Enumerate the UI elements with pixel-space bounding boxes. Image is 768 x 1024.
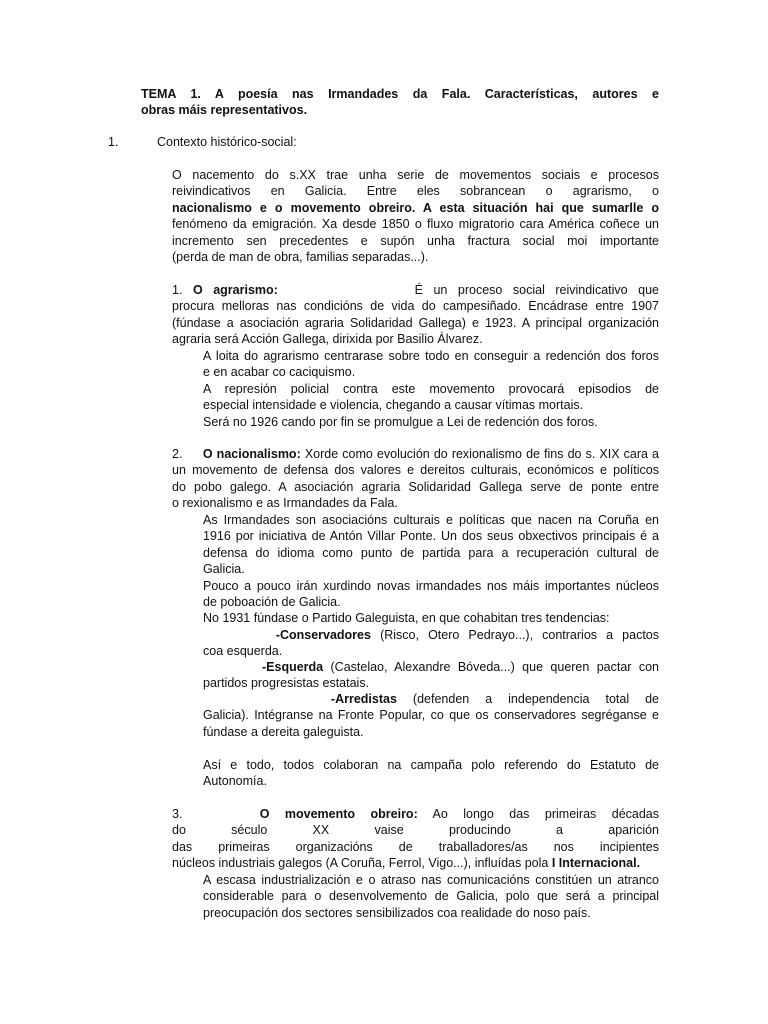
nacionalismo-number: 2.	[172, 447, 183, 461]
obreiro-line-1: 3. O movemento obreiro: Ao longo das primeiras décadas	[172, 807, 659, 821]
nacionalismo-indent-line: 1916 por iniciativa de Antón Villar Ponte. Un dos seus obxectivos principais é a	[203, 529, 659, 544]
agrarismo-indent-line: A represión policial contra este movemento provocará episodios de	[203, 381, 659, 396]
tendency-arredistas	[203, 691, 659, 740]
nacionalismo-line-1: 2. O nacionalismo: Xorde como evolución do rexionalismo de fins do s. XIX cara a	[172, 447, 659, 461]
agrarismo-heading: O agrarismo:	[192, 283, 278, 297]
nacionalismo-closing	[203, 757, 659, 790]
agrarismo-number: 1.	[172, 283, 183, 297]
tendency-line: -Conservadores (Risco, Otero Pedrayo...), contrarios a pactos	[275, 628, 659, 642]
tendency-line: -Esquerda (Castelao, Alexandre Bóveda...) que queren pactar con	[262, 660, 659, 674]
obreiro-heading: O movemento obreiro:	[259, 807, 418, 821]
closing-line: Así e todo, todos colaboran na campaña polo referendo do Estatuto de	[203, 758, 659, 772]
nacionalismo-indent-line: As Irmandades son asociacións culturais e políticas que nacen na Coruña en	[203, 513, 659, 527]
obreiro-indent-line: considerable para o desenvolvemento de Galicia, polo que será a principal	[203, 889, 659, 904]
intro-line: O nacemento do s.XX trae unha serie de movementos sociais e procesos	[172, 168, 659, 182]
nacionalismo-indent-line: de poboación de Galicia.	[203, 595, 341, 610]
obreiro-section	[172, 806, 659, 872]
section-number: 1.	[108, 135, 119, 149]
intro-line: reivindicativos en Galicia. Entre eles sobrancean o agrarismo, o	[172, 184, 659, 199]
nacionalismo-indented	[203, 512, 659, 627]
agrarismo-indent-line: especial intensidade e violencia, chegando a causar vítimas mortais.	[203, 398, 584, 413]
intro-line: nacionalismo e o movemento obreiro. A esta situación hai que sumarlle o	[172, 200, 659, 215]
nacionalismo-indent-line: Pouco a pouco irán xurdindo novas irmandades nos máis importantes núcleos	[203, 578, 659, 593]
obreiro-line: núcleos industriais galegos (A Coruña, Ferrol, Vigo...), influídas pola I Internacional.	[172, 856, 641, 871]
tendency-line: fúndase a dereita galeguista.	[203, 724, 364, 739]
agrarismo-line: (fúndase a asociación agraria Solidaridad Gallega) e 1923. A principal organización	[172, 315, 659, 330]
title-line-1: TEMA 1. A poesía nas Irmandades da Fala. Características, autores e	[141, 87, 659, 101]
obreiro-line: das primeiras organizacións de traballadores/as nos incipientes	[172, 839, 659, 854]
tendency-line: partidos progresistas estatais.	[203, 676, 370, 691]
agrarismo-section	[172, 282, 659, 348]
obreiro-indent-line: A escasa industrialización e o atraso nas comunicacións constitúen un atranco	[203, 873, 659, 887]
obreiro-line: do século XX vaise producindo a aparición	[172, 823, 659, 838]
tendency-line: -Arredistas (defenden a independencia total de	[330, 692, 659, 706]
nacionalismo-indent-line: defensa do idioma como punto de partida para a recuperación cultural de	[203, 545, 659, 560]
agrarismo-indented	[203, 348, 659, 430]
title-line-2: obras máis representativos.	[141, 103, 308, 118]
obreiro-indented	[203, 872, 659, 921]
tendency-esquerda	[203, 659, 659, 692]
nacionalismo-heading: O nacionalismo:	[202, 447, 301, 461]
document-title	[141, 86, 659, 119]
nacionalismo-line: un movemento de defensa dos valores e dereitos culturais, económicos e políticos	[172, 463, 659, 478]
nacionalismo-section	[172, 446, 659, 512]
tendency-line: Galicia). Intégranse na Fronte Popular, co que os conservadores segréganse e	[203, 708, 659, 723]
agrarismo-indent-line: Será no 1926 cando por fin se promulgue a Lei de redención dos foros.	[203, 414, 598, 429]
bold-term: I Internacional.	[551, 856, 641, 871]
nacionalismo-line: o rexionalismo e as Irmandades da Fala.	[172, 496, 398, 511]
nacionalismo-indent-line: No 1931 fúndase o Partido Galeguista, en que cohabitan tres tendencias:	[203, 611, 610, 626]
closing-line: Autonomía.	[203, 774, 267, 789]
agrarismo-line-1: 1. O agrarismo: É un proceso social reivindicativo que	[172, 283, 659, 297]
obreiro-indent-line: preocupación dos sectores sensibilizados coa realidade do noso país.	[203, 905, 591, 920]
tendency-conservadores	[203, 627, 659, 660]
agrarismo-indent-line: e en acabar co caciquismo.	[203, 365, 356, 380]
nacionalismo-line: do pobo galego. A asociación agraria Solidaridad Gallega serve de ponte entre	[172, 479, 659, 494]
agrarismo-indent-line: A loita do agrarismo centrarase sobre todo en conseguir a redención dos foros	[203, 349, 659, 363]
tendency-line: coa esquerda.	[203, 644, 283, 659]
obreiro-number: 3.	[172, 807, 183, 821]
agrarismo-line: procura melloras nas condicións de vida do campesiñado. Encádrase entre 1907	[172, 299, 659, 314]
nacionalismo-indent-line: Galicia.	[203, 562, 245, 577]
section-heading: Contexto histórico-social:	[157, 135, 297, 149]
intro-line: incremento sen precedentes e supón unha fractura social moi importante	[172, 233, 659, 248]
agrarismo-line: agraria será Acción Gallega, dirixida por Basilio Álvarez.	[172, 332, 483, 347]
intro-line: fenómeno da emigración. Xa desde 1850 o fluxo migratorio cara América coñece un	[172, 217, 659, 232]
intro-paragraph	[172, 167, 659, 265]
intro-line: (perda de man de obra, familias separadas...).	[172, 250, 429, 265]
